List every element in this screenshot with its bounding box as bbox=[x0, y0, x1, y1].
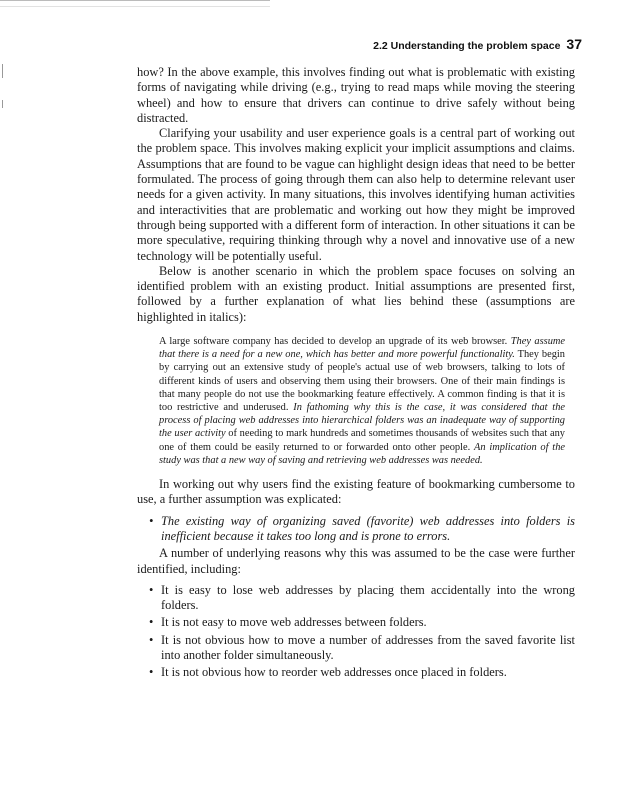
list-item: • It is easy to lose web addresses by placing them accidentally into the wrong folders. bbox=[149, 583, 575, 614]
paragraph: Clarifying your usability and user experience goals is a central part of working out the problem space. This involves making explicit your implicit assumptions and claims. Assumptions that are found to be vague can highlight design ideas that need to be better formulated. The process of going through them can also help to determine relevant user needs for a given activity. In many situations, this involves identifying human activities and interactivities that are problematic and working out how they might be improved through being supported with a different form of interaction. In other situations it can be more speculative, requiring thinking through why a novel and innovative use of a new technology will be potentially useful. bbox=[137, 126, 575, 263]
scan-edge-line bbox=[0, 0, 270, 1]
section-title: 2.2 Understanding the problem space bbox=[373, 40, 561, 52]
scenario-assumption: They assume that there is a need for a new one, which has better and more powerful functionality. bbox=[159, 336, 566, 361]
page-body bbox=[137, 65, 575, 683]
list-item: • It is not obvious how to move a number of addresses from the saved favorite list into another folder simultaneously. bbox=[149, 633, 575, 664]
scenario-text: A large software company has decided to develop an upgrade of its web browser. bbox=[159, 336, 511, 348]
scenario-text: They begin by carrying out an extensive study of people's actual use of web browsers, talking to lots of different kinds of users and observing them using their browsers. One of their main findings is that many people do not use the bookmarking feature effectively. A common finding is that it is too restrictive and underused. bbox=[159, 349, 565, 414]
list-item: • It is not easy to move web addresses between folders. bbox=[149, 615, 575, 630]
running-header bbox=[373, 36, 582, 52]
list-item: • The existing way of organizing saved (favorite) web addresses into folders is inefficient because it takes too long and is prone to errors. bbox=[149, 514, 575, 545]
scenario-box bbox=[159, 335, 573, 467]
paragraph: In working out why users find the existing feature of bookmarking cumbersome to use, a further assumption was explicated: bbox=[137, 477, 575, 507]
paragraph: Below is another scenario in which the problem space focuses on solving an identified problem with an existing product. Initial assumptions are presented first, followed by a further explanation of what lies behind these (assumptions are highlighted in italics): bbox=[137, 263, 575, 324]
margin-mark bbox=[2, 100, 3, 108]
scenario-assumption: An implication of the study was that a new way of saving and retrieving web addresses was needed. bbox=[159, 441, 565, 466]
page-number: 37 bbox=[566, 36, 582, 52]
scenario-assumption: In fathoming why this is the case, it was considered that the process of placing web addresses into hierarchical folders was an inadequate way of supporting the user activity bbox=[159, 402, 566, 440]
paragraph: A number of underlying reasons why this was assumed to be the case were further identified, including: bbox=[137, 546, 575, 576]
paragraph: how? In the above example, this involves finding out what is problematic with existing forms of navigating while driving (e.g., trying to read maps while moving the steering wheel) and how to ensure that drivers can continue to drive safely without being distracted. bbox=[137, 65, 575, 125]
reasons-list bbox=[137, 583, 575, 681]
margin-mark bbox=[2, 64, 3, 78]
scenario-text: of needing to mark hundreds and sometimes thousands of websites such that any one of them could be easily returned to or forwarded onto other people. bbox=[159, 428, 565, 453]
list-item: • It is not obvious how to reorder web addresses once placed in folders. bbox=[149, 665, 575, 680]
assumption-list bbox=[137, 514, 575, 545]
scan-edge-line-2 bbox=[0, 6, 270, 7]
